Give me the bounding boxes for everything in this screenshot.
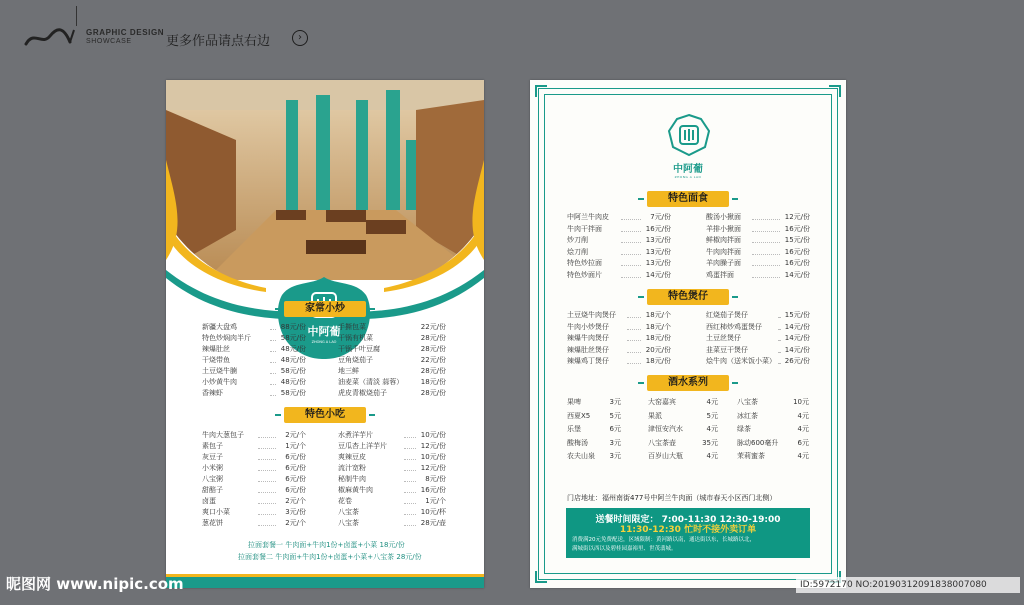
menu-item-price: 13元/份 [645, 247, 671, 256]
menu-item-name: 土豆烧牛腩 [202, 367, 237, 375]
menu-item-price: 16元/份 [784, 224, 810, 233]
dotted-leader [270, 362, 276, 363]
menu-item [338, 518, 446, 529]
dotted-leader [258, 503, 276, 504]
dotted-leader [627, 317, 641, 318]
menu-item-price: 6元/份 [285, 453, 306, 461]
menu-item-name: 脉动600毫升 [737, 438, 779, 447]
menu-item [567, 451, 621, 462]
menu-item-name: 羊排小揪面 [706, 224, 741, 233]
dotted-leader [778, 363, 780, 364]
dotted-leader [752, 219, 780, 220]
menu-item-name: 小米粥 [202, 464, 223, 472]
menu-item-name: 虎皮青椒烧茄子 [338, 389, 387, 397]
brand-logo-icon [667, 113, 711, 157]
menu-item [737, 438, 809, 449]
menu-item-name: 辣爆肚丝煲仔 [567, 345, 609, 354]
frame-corner-tl [535, 85, 547, 97]
menu-item [706, 322, 810, 333]
menu-item-name: 水煮洋芋片 [338, 431, 373, 439]
menu-item-price: 6元/份 [285, 486, 306, 494]
footer-band [166, 574, 484, 588]
brand-name: 中阿葡 [673, 164, 703, 175]
emblem-brand-name: 中阿葡 [307, 325, 341, 338]
more-works-link[interactable]: 更多作品请点右边 [166, 34, 271, 49]
menu-item-price: 28元/份 [420, 334, 446, 342]
menu-item-name: 牛肉肉拌面 [706, 247, 741, 256]
menu-item-price: 12元/份 [420, 442, 446, 450]
menu-item-name: 花卷 [338, 497, 352, 505]
menu-item-price: 16元/份 [784, 247, 810, 256]
menu-item-name: 果啤 [567, 398, 581, 406]
menu-item-price: 4元 [706, 425, 718, 433]
dotted-leader [258, 481, 276, 482]
menu-item [706, 345, 810, 356]
menu-item-name: 甜醅子 [202, 486, 223, 494]
menu-item-name: 八宝茶 [338, 519, 359, 527]
menu-item-price: 14元/份 [645, 271, 671, 279]
menu-item [202, 322, 306, 333]
delivery-area-note-2: 满城街以西以及碧桂园嘉裕里、世茂翡城。 [572, 546, 677, 552]
menu-item-name: 新疆大盘鸡 [202, 323, 237, 331]
menu-item [567, 310, 671, 321]
section-title-drinks: 酒水系列 [647, 375, 729, 391]
menu-item [338, 507, 446, 518]
menu-item-name: 辣爆牛肉煲仔 [567, 334, 609, 343]
menu-item-name: 牛肉干拌面 [567, 224, 602, 233]
menu-item [202, 441, 306, 452]
menu-item-name: 百岁山大瓶 [648, 452, 683, 460]
menu-item [338, 463, 446, 474]
menu-item-price: 58元/份 [280, 334, 306, 342]
menu-item-name: 茉莉蜜茶 [737, 452, 765, 460]
menu-item-price: 3元 [609, 452, 621, 460]
menu-item-name: 红烧茄子煲仔 [706, 311, 748, 319]
dotted-leader [752, 277, 780, 278]
menu-item [338, 366, 446, 377]
menu-item [648, 424, 718, 435]
menu-item-price: 58元/份 [280, 367, 306, 375]
dotted-leader [270, 373, 276, 374]
combo-set-one: 拉面套餐一 牛肉面+牛肉1份+卤蛋+小菜 18元/份 [248, 541, 405, 549]
dotted-leader [752, 254, 780, 255]
menu-item [567, 397, 621, 408]
menu-item-name: 秘制牛肉 [338, 475, 366, 483]
menu-item-name: 酸汤小揪面 [706, 213, 741, 221]
dotted-leader [258, 514, 276, 515]
menu-item [338, 377, 446, 388]
menu-item-name: 韭菜豆干煲仔 [706, 345, 748, 354]
menu-item-name: 特色炒焖肉半斤 [202, 334, 251, 342]
menu-item [737, 451, 809, 462]
store-address: 门店地址：福州南街477号中阿兰牛肉面（城市春天小区西门北侧） [567, 494, 777, 502]
menu-item-price: 35元 [702, 438, 718, 447]
menu-item-price: 13元/份 [645, 259, 671, 268]
menu-item-price: 4元 [797, 452, 809, 460]
menu-item [706, 224, 810, 235]
site-watermark: 昵图网 www.nipic.com [6, 575, 184, 593]
header-divider [76, 6, 77, 26]
menu-item [706, 247, 810, 258]
menu-item-price: 14元/份 [784, 271, 810, 279]
dotted-leader [627, 340, 641, 341]
menu-item-price: 2元/个 [285, 431, 306, 439]
menu-item [338, 474, 446, 485]
dotted-leader [752, 231, 780, 232]
menu-item-name: 椒麻黄牛肉 [338, 486, 373, 494]
menu-item-name: 鲜椒肉拌面 [706, 236, 741, 245]
menu-item-name: 乐堡 [567, 425, 581, 433]
menu-item [648, 451, 718, 462]
dotted-leader [258, 470, 276, 471]
menu-item-price: 5元 [609, 411, 621, 420]
dotted-leader [258, 525, 276, 526]
menu-item [567, 322, 671, 333]
menu-item-price: 18元/个 [645, 322, 671, 331]
menu-item-name: 小炒黄牛肉 [202, 378, 237, 386]
menu-item-price: 1元/个 [425, 497, 446, 505]
menu-item-name: 羊肉臊子面 [706, 259, 741, 268]
dotted-leader [404, 525, 416, 526]
dotted-leader [258, 459, 276, 460]
menu-item [706, 235, 810, 246]
menu-item-name: 八宝茶壶 [648, 438, 676, 447]
menu-item-name: 特色炒拉面 [567, 259, 602, 268]
showcase-header [0, 0, 1024, 60]
dotted-leader [404, 503, 416, 504]
frame-corner-tr [829, 85, 841, 97]
menu-item-price: 48元/份 [280, 378, 306, 386]
menu-item-price: 16元/份 [645, 224, 671, 233]
section-title-snacks: 特色小吃 [284, 407, 366, 423]
dotted-leader [778, 329, 780, 330]
menu-item [202, 344, 306, 355]
dotted-leader [270, 351, 276, 352]
menu-item-name: 酸梅汤 [567, 438, 588, 447]
menu-item-price: 10元/份 [420, 453, 446, 461]
dotted-leader [404, 481, 416, 482]
menu-item-price: 6元 [609, 425, 621, 433]
menu-item [202, 333, 306, 344]
menu-item-price: 14元/份 [784, 334, 810, 343]
menu-item-name: 西红柿炒鸡蛋煲仔 [706, 322, 762, 331]
menu-item [338, 430, 446, 441]
menu-item [338, 333, 446, 344]
menu-item-name: 油麦菜（清淡 蒜蓉） [338, 378, 404, 386]
dotted-leader [621, 231, 641, 232]
menu-item-price: 3元 [609, 438, 621, 447]
menu-item-price: 18元/份 [420, 378, 446, 386]
menu-item [567, 411, 621, 422]
menu-item-price: 88元/份 [280, 323, 306, 331]
menu-item [338, 344, 446, 355]
dotted-leader [621, 242, 641, 243]
dotted-leader [778, 340, 780, 341]
menu-item-name: 流汁宽粉 [338, 464, 366, 472]
menu-item-name: 香辣虾 [202, 389, 223, 397]
menu-item-price: 16元/份 [420, 486, 446, 494]
menu-item-name: 炒刀削 [567, 236, 588, 245]
dotted-leader [258, 492, 276, 493]
arrow-right-icon[interactable]: › [292, 30, 308, 46]
dotted-leader [627, 352, 641, 353]
menu-item [202, 377, 306, 388]
menu-item [567, 345, 671, 356]
menu-item [706, 356, 810, 367]
menu-item-name: 素包子 [202, 442, 223, 450]
emblem-brand-pinyin: ZHONG A LAO [311, 340, 337, 344]
menu-item [202, 452, 306, 463]
menu-item-price: 48元/份 [280, 356, 306, 364]
menu-page-right [530, 80, 846, 588]
dotted-leader [778, 352, 780, 353]
menu-item-price: 20元/份 [645, 345, 671, 354]
menu-item-name: 牛肉大葱包子 [202, 431, 244, 439]
menu-item-name: 特色炒面片 [567, 271, 602, 279]
menu-item [706, 258, 810, 269]
dotted-leader [270, 329, 276, 330]
menu-page-left [166, 80, 484, 588]
menu-item [202, 474, 306, 485]
menu-item-price: 1元/个 [285, 442, 306, 450]
menu-item [338, 485, 446, 496]
image-id-watermark: ID:5972170 NO:20190312091838007080 [796, 577, 1020, 593]
menu-item-price: 22元/份 [420, 356, 446, 364]
menu-item-price: 16元/份 [784, 259, 810, 268]
dotted-leader [621, 254, 641, 255]
menu-item [567, 333, 671, 344]
delivery-area-note: 消费满20元免费配送，区域限制：黄河路以南，通达街以东，长城路以北， [572, 537, 756, 543]
menu-item-name: 豆瓜杏上洋芋片 [338, 442, 387, 450]
menu-item [737, 424, 809, 435]
menu-item [706, 310, 810, 321]
dotted-leader [621, 265, 641, 266]
combo-set-two: 拉面套餐二 牛肉面+牛肉1份+卤蛋+小菜+八宝茶 28元/份 [238, 553, 422, 561]
menu-item [706, 212, 810, 223]
menu-item [202, 388, 306, 399]
brand-pinyin: ZHONG A LAO [674, 175, 702, 179]
menu-item [338, 452, 446, 463]
dotted-leader [404, 470, 416, 471]
menu-item [567, 270, 671, 281]
menu-item-name: 手撕包菜 [338, 323, 366, 331]
brand-swoosh-logo [24, 26, 76, 48]
menu-item-price: 22元/份 [420, 323, 446, 331]
menu-item-price: 28元/份 [420, 389, 446, 397]
menu-item [338, 388, 446, 399]
menu-item-price: 12元/份 [420, 464, 446, 472]
menu-item-name: 果派 [648, 411, 662, 420]
dotted-leader [627, 363, 641, 364]
menu-item [202, 507, 306, 518]
menu-item [202, 518, 306, 529]
menu-item-name: 地三鲜 [338, 367, 359, 375]
dotted-leader [752, 265, 780, 266]
menu-item-name: 西夏X5 [567, 411, 591, 420]
dotted-leader [258, 437, 276, 438]
menu-item-price: 14元/份 [784, 345, 810, 354]
menu-item-name: 津恒安汽水 [648, 425, 683, 433]
menu-item [202, 485, 306, 496]
menu-item-name: 农夫山泉 [567, 452, 595, 460]
menu-item-price: 4元 [706, 398, 718, 406]
menu-item [202, 366, 306, 377]
dotted-leader [270, 384, 276, 385]
menu-item-price: 15元/份 [784, 236, 810, 245]
delivery-info-box [566, 508, 810, 558]
menu-item-name: 中阿兰牛肉皮 [567, 213, 609, 221]
menu-item-name: 绿茶 [737, 425, 751, 433]
menu-item-name: 八宝茶 [338, 508, 359, 516]
menu-item-price: 26元/份 [784, 357, 810, 366]
menu-item-name: 辣爆鸡丁煲仔 [567, 357, 609, 366]
menu-item-price: 48元/份 [280, 345, 306, 353]
dotted-leader [778, 317, 780, 318]
menu-item [567, 224, 671, 235]
menu-item [567, 247, 671, 258]
menu-item [338, 355, 446, 366]
menu-item-name: 干烧带鱼 [202, 356, 230, 364]
menu-item-price: 12元/份 [784, 213, 810, 221]
menu-item-name: 豆角烧茄子 [338, 356, 373, 364]
menu-item-price: 18元/份 [645, 357, 671, 366]
dotted-leader [270, 395, 276, 396]
menu-item-price: 4元 [797, 425, 809, 433]
menu-item [202, 496, 306, 507]
menu-item-price: 4元 [706, 452, 718, 460]
menu-item-price: 7元/份 [650, 213, 671, 221]
menu-item [567, 212, 671, 223]
menu-item [706, 333, 810, 344]
menu-item-price: 2元/个 [285, 497, 306, 505]
menu-item-name: 牛肉小炒煲仔 [567, 322, 609, 331]
menu-item-price: 6元/份 [285, 464, 306, 472]
dotted-leader [621, 219, 641, 220]
menu-item [338, 496, 446, 507]
menu-item-price: 8元/份 [425, 475, 446, 483]
menu-item [567, 356, 671, 367]
menu-item-price: 10元/杯 [420, 508, 446, 516]
frame-corner-bl [535, 571, 547, 583]
menu-item-price: 4元 [797, 411, 809, 420]
dotted-leader [404, 437, 416, 438]
menu-item-name: 八宝茶 [737, 398, 758, 406]
menu-item-price: 10元/份 [420, 431, 446, 439]
menu-item-price: 3元 [609, 398, 621, 406]
menu-item-price: 5元 [706, 411, 718, 420]
menu-item-price: 15元/份 [784, 311, 810, 319]
menu-item-price: 28元/份 [420, 367, 446, 375]
menu-item-price: 6元 [797, 438, 809, 447]
menu-item-name: 葱花饼 [202, 519, 223, 527]
dotted-leader [404, 459, 416, 460]
menu-item-name: 大窑嘉宾 [648, 398, 676, 406]
menu-item-name: 冰红茶 [737, 411, 758, 420]
menu-item-price: 2元/个 [285, 519, 306, 527]
menu-item-name: 烩刀削 [567, 247, 588, 256]
menu-item-name: 卤蛋 [202, 497, 216, 505]
dotted-leader [270, 340, 276, 341]
menu-item [737, 411, 809, 422]
menu-item [338, 322, 446, 333]
dotted-leader [752, 242, 780, 243]
menu-item-price: 14元/份 [784, 322, 810, 331]
menu-item-price: 28元/份 [420, 345, 446, 353]
menu-item-name: 鸡蛋拌面 [706, 271, 734, 279]
menu-item-name: 辣爆肚丝 [202, 345, 230, 353]
menu-item-name: 干锅有机菜 [338, 334, 373, 342]
menu-item-price: 58元/份 [280, 389, 306, 397]
menu-item [737, 397, 809, 408]
menu-item [648, 411, 718, 422]
dotted-leader [258, 448, 276, 449]
menu-item [338, 441, 446, 452]
menu-item [567, 235, 671, 246]
menu-item [567, 258, 671, 269]
section-title-claypot: 特色煲仔 [647, 289, 729, 305]
menu-item [567, 438, 621, 449]
dotted-leader [404, 514, 416, 515]
delivery-busy-note: 11:30-12:30 忙时不接外卖订单 [619, 525, 757, 535]
menu-item-name: 土豆丝煲仔 [706, 334, 741, 343]
section-title-noodles: 特色面食 [647, 191, 729, 207]
menu-item-price: 18元/个 [645, 311, 671, 319]
menu-item-price: 13元/份 [645, 236, 671, 245]
brand-subtitle: SHOWCASE [86, 38, 132, 45]
dotted-leader [404, 448, 416, 449]
menu-item [706, 270, 810, 281]
menu-item-price: 3元/份 [285, 508, 306, 516]
menu-item-name: 烩牛肉（送米饭小菜） [706, 357, 776, 366]
menu-item [567, 424, 621, 435]
menu-item-price: 28元/壶 [420, 519, 446, 527]
menu-item-price: 10元 [793, 398, 809, 406]
menu-item [202, 430, 306, 441]
dotted-leader [404, 492, 416, 493]
delivery-hours: 送餐时间限定： 7:00-11:30 12:30-19:00 [595, 515, 781, 525]
menu-item [202, 355, 306, 366]
menu-item [648, 438, 718, 449]
menu-item-price: 6元/份 [285, 475, 306, 483]
dotted-leader [627, 329, 641, 330]
menu-item-name: 干锅千叶豆腐 [338, 345, 380, 353]
section-title-home-dishes: 家常小炒 [284, 301, 366, 317]
dotted-leader [621, 277, 641, 278]
menu-item-name: 灰豆子 [202, 453, 223, 461]
menu-item-name: 八宝粥 [202, 475, 223, 483]
menu-item-name: 爽辣豆皮 [338, 453, 366, 461]
brand-title: GRAPHIC DESIGN [86, 28, 165, 37]
menu-item-name: 土豆烧牛肉煲仔 [567, 311, 616, 319]
menu-item-price: 18元/份 [645, 334, 671, 343]
menu-item [202, 463, 306, 474]
menu-item-name: 爽口小菜 [202, 508, 230, 516]
menu-item [648, 397, 718, 408]
